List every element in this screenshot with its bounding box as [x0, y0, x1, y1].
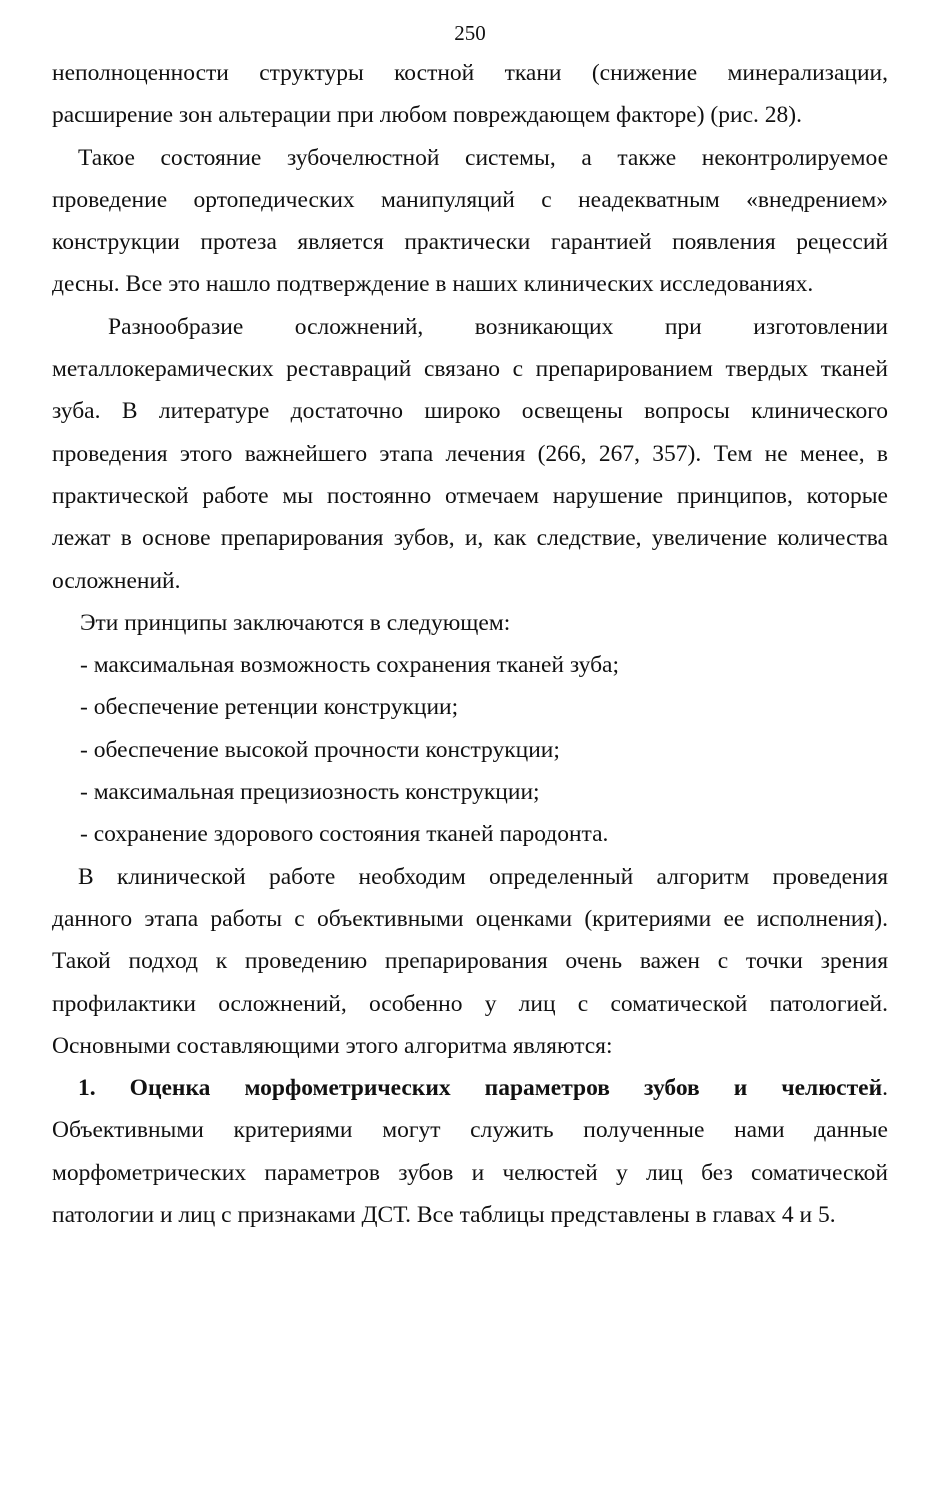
text-line: осложнений.	[52, 567, 181, 594]
list-item: - сохранение здорового состояния тканей пародонта.	[80, 821, 609, 848]
text-line: лежат в основе препарирования зубов, и, как следствие, увеличение количества	[52, 525, 888, 552]
list-item: - максимальная возможность сохранения тканей зуба;	[80, 652, 620, 679]
text-line: проведение ортопедических манипуляций с неадекватным «внедрением»	[52, 186, 888, 213]
text-line: зуба. В литературе достаточно широко освещены вопросы клинического	[52, 398, 888, 425]
text-line: неполноценности структуры костной ткани (снижение минерализации,	[52, 60, 888, 86]
text-line: В клинической работе необходим определенный алгоритм проведения	[78, 863, 888, 890]
text-line: патологии и лиц с признаками ДСТ. Все таблицы представлены в главах 4 и 5.	[52, 1202, 836, 1229]
text-line: морфометрических параметров зубов и челюстей у лиц без соматической	[52, 1159, 888, 1186]
text-line: практической работе мы постоянно отмечаем нарушение принципов, которые	[52, 482, 888, 509]
text-line: расширение зон альтерации при любом повреждающем факторе) (рис. 28).	[52, 102, 802, 129]
heading-period: .	[882, 1075, 888, 1102]
list-item: - обеспечение ретенции конструкции;	[80, 694, 459, 721]
text-line: Основными составляющими этого алгоритма являются:	[52, 1032, 613, 1059]
list-item: - максимальная прецизиозность конструкции;	[80, 779, 540, 806]
text-line: десны. Все это нашло подтверждение в наших клинических исследованиях.	[52, 271, 814, 298]
text-line: Разнообразие осложнений, возникающих при изготовлении	[108, 313, 888, 340]
list-intro: Эти принципы заключаются в следующем:	[80, 609, 511, 636]
text-line: профилактики осложнений, особенно у лиц с соматической патологией.	[52, 990, 888, 1017]
text-line: проведения этого важнейшего этапа лечения (266, 267, 357). Тем не менее, в	[52, 440, 888, 467]
list-item: - обеспечение высокой прочности конструкции;	[80, 736, 560, 763]
numbered-heading	[52, 1067, 888, 1109]
text-line: данного этапа работы с объективными оценками (критериями ее исполнения).	[52, 905, 888, 932]
heading-bold-text: 1. Оценка морфометрических параметров зубов и челюстей	[78, 1075, 883, 1102]
text-line: металлокерамических реставраций связано с препарированием твердых тканей	[52, 356, 888, 383]
text-line: Такой подход к проведению препарирования очень важен с точки зрения	[52, 948, 888, 975]
text-line: Объективными критериями могут служить полученные нами данные	[52, 1117, 888, 1144]
page-number: 250	[454, 21, 486, 45]
text-line: Такое состояние зубочелюстной системы, а также неконтролируемое	[78, 144, 888, 171]
text-line: конструкции протеза является практически гарантией появления рецессий	[52, 229, 888, 256]
